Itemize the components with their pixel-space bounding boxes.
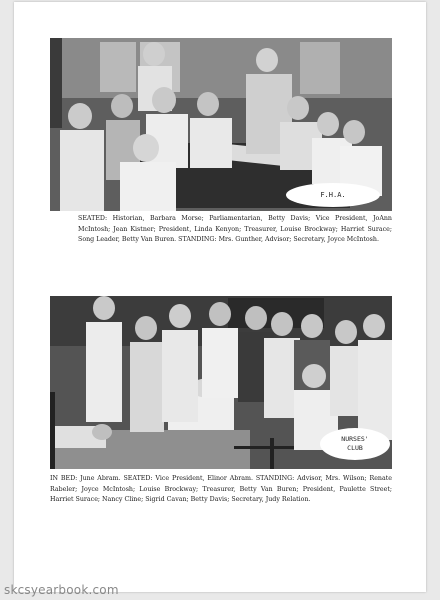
nurses-label-line1: NURSES': [341, 435, 369, 443]
fha-label: F.H.A.: [320, 191, 346, 199]
nurses-label-line2: CLUB: [347, 444, 363, 452]
nurses-club-photo: [50, 296, 392, 469]
nurses-label-bubble: [320, 428, 390, 460]
watermark-text: skcsyearbook.com: [4, 583, 119, 597]
fha-label-bubble: [286, 183, 380, 207]
yearbook-page: [14, 2, 426, 592]
fha-group-photo: [50, 38, 392, 211]
nurses-caption: IN BED: June Abram. SEATED: Vice President, Elinor Abram. STANDING: Advisor, Mrs. Wilson; Renate Rabeler; Joyce McIntosh; Louise Brockway; Treasurer, Betty Van Buren; President, Paulette Street; Harriet Surace; Nancy Cline; Sigrid Cavan; Betty Davis; Secretary, Judy Relation.: [50, 475, 392, 504]
fha-caption: SEATED: Historian, Barbara Morse; Parliamentarian, Betty Davis; Vice President, JoAnn McIntosh; Jean Kistner; President, Linda Kenyon; Treasurer, Louise Brockway; Harriet Surace; Song Leader, Betty Van Buren. STANDING: Mrs. Gunther, Advisor; Secretary, Joyce McIntosh.: [78, 215, 392, 244]
